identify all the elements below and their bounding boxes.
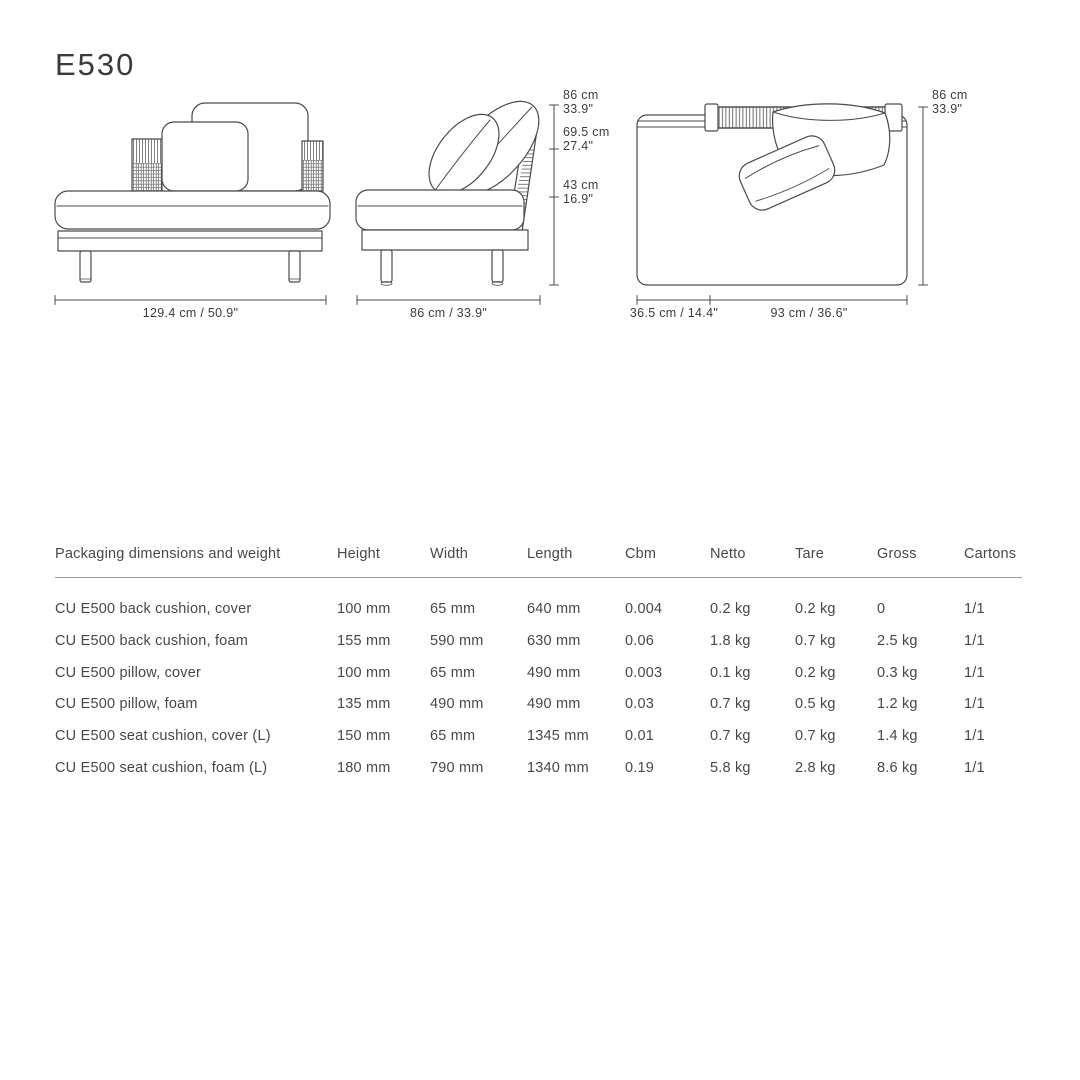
header-length: Length — [527, 546, 573, 562]
front-width-dimension-line — [55, 296, 326, 305]
dim-side-height-total-in: 33.9" — [563, 102, 594, 116]
cell-netto: 0.2 kg — [710, 601, 751, 618]
cell-netto: 0.7 kg — [710, 696, 751, 713]
table-row — [55, 626, 1022, 658]
cell-netto: 5.8 kg — [710, 759, 751, 776]
cell-length: 490 mm — [527, 664, 581, 681]
table-row — [55, 721, 1022, 753]
dim-side-height-total-cm: 86 cm — [563, 88, 599, 102]
cell-label: CU E500 pillow, cover — [55, 664, 202, 681]
cell-cbm: 0.003 — [625, 664, 663, 681]
dim-top-width-left-label: 36.5 cm / 14.4" — [629, 306, 719, 320]
cell-length: 1345 mm — [527, 728, 589, 745]
dim-front-width-label: 129.4 cm / 50.9" — [142, 306, 239, 320]
dim-side-height-back-in: 27.4" — [563, 139, 594, 153]
cell-label: CU E500 back cushion, foam — [55, 633, 248, 650]
header-packaging: Packaging dimensions and weight — [55, 546, 281, 562]
cell-netto: 1.8 kg — [710, 633, 751, 650]
cell-label: CU E500 seat cushion, cover (L) — [55, 728, 271, 745]
cell-length: 1340 mm — [527, 759, 589, 776]
header-height: Height — [337, 546, 381, 562]
cell-height: 135 mm — [337, 696, 391, 713]
dim-side-height-seat-in: 16.9" — [563, 192, 594, 206]
header-cartons: Cartons — [964, 546, 1017, 562]
cell-label: CU E500 pillow, foam — [55, 696, 198, 713]
cell-tare: 0.2 kg — [795, 601, 836, 618]
side-view-drawing — [356, 86, 559, 304]
cell-label: CU E500 back cushion, cover — [55, 601, 252, 618]
table-row — [55, 752, 1022, 784]
cell-gross: 8.6 kg — [877, 759, 918, 776]
cell-width: 790 mm — [430, 759, 484, 776]
dim-side-height-seat-label — [563, 178, 599, 206]
cell-cbm: 0.01 — [625, 728, 655, 745]
cell-gross: 1.2 kg — [877, 696, 918, 713]
cell-width: 590 mm — [430, 633, 484, 650]
side-height-dimension-line — [550, 105, 559, 285]
cell-width: 65 mm — [430, 601, 476, 618]
dim-top-depth-label — [932, 88, 968, 116]
cell-height: 150 mm — [337, 728, 391, 745]
cell-cbm: 0.06 — [625, 633, 655, 650]
packaging-table — [55, 546, 1022, 784]
cell-netto: 0.7 kg — [710, 728, 751, 745]
header-tare: Tare — [795, 546, 825, 562]
dim-side-width-label: 86 cm / 33.9" — [409, 306, 488, 320]
table-row — [55, 594, 1022, 626]
cell-cartons: 1/1 — [964, 696, 985, 713]
cell-gross: 2.5 kg — [877, 633, 918, 650]
cell-tare: 0.7 kg — [795, 633, 836, 650]
cell-height: 100 mm — [337, 664, 391, 681]
dim-side-height-total-label — [563, 88, 599, 116]
top-view-drawing — [637, 104, 928, 305]
top-depth-dimension-line — [919, 107, 928, 285]
table-row — [55, 689, 1022, 721]
dim-side-height-seat-cm: 43 cm — [563, 178, 599, 192]
packaging-table-header — [55, 546, 1022, 578]
packaging-table-body — [55, 578, 1022, 784]
table-row — [55, 657, 1022, 689]
cell-cartons: 1/1 — [964, 601, 985, 618]
cell-label: CU E500 seat cushion, foam (L) — [55, 759, 268, 776]
cell-cbm: 0.03 — [625, 696, 655, 713]
dim-top-width-right-label: 93 cm / 36.6" — [770, 306, 848, 320]
header-cbm: Cbm — [625, 546, 657, 562]
cell-length: 630 mm — [527, 633, 581, 650]
cell-gross: 1.4 kg — [877, 728, 918, 745]
cell-height: 180 mm — [337, 759, 391, 776]
cell-length: 640 mm — [527, 601, 581, 618]
header-width: Width — [430, 546, 469, 562]
front-view-drawing — [55, 103, 330, 305]
dim-top-depth-cm: 86 cm — [932, 88, 968, 102]
cell-height: 155 mm — [337, 633, 391, 650]
header-netto: Netto — [710, 546, 746, 562]
cell-tare: 0.7 kg — [795, 728, 836, 745]
top-width-dimension-line — [637, 296, 907, 305]
cell-width: 65 mm — [430, 728, 476, 745]
product-title: E530 — [55, 47, 136, 82]
cell-length: 490 mm — [527, 696, 581, 713]
cell-gross: 0 — [877, 601, 886, 618]
side-width-dimension-line — [357, 296, 540, 305]
cell-tare: 0.2 kg — [795, 664, 836, 681]
header-gross: Gross — [877, 546, 917, 562]
cell-tare: 2.8 kg — [795, 759, 836, 776]
dim-side-height-back-label — [563, 125, 610, 153]
cell-height: 100 mm — [337, 601, 391, 618]
technical-drawings — [0, 0, 1080, 360]
cell-netto: 0.1 kg — [710, 664, 751, 681]
cell-cbm: 0.004 — [625, 601, 663, 618]
cell-gross: 0.3 kg — [877, 664, 918, 681]
cell-cartons: 1/1 — [964, 759, 985, 776]
cell-cartons: 1/1 — [964, 664, 985, 681]
cell-cartons: 1/1 — [964, 728, 985, 745]
cell-width: 490 mm — [430, 696, 484, 713]
dim-top-depth-in: 33.9" — [932, 102, 963, 116]
cell-cartons: 1/1 — [964, 633, 985, 650]
cell-width: 65 mm — [430, 664, 476, 681]
dim-side-height-back-cm: 69.5 cm — [563, 125, 610, 139]
cell-tare: 0.5 kg — [795, 696, 836, 713]
technical-drawings-artwork — [0, 0, 1080, 340]
cell-cbm: 0.19 — [625, 759, 655, 776]
